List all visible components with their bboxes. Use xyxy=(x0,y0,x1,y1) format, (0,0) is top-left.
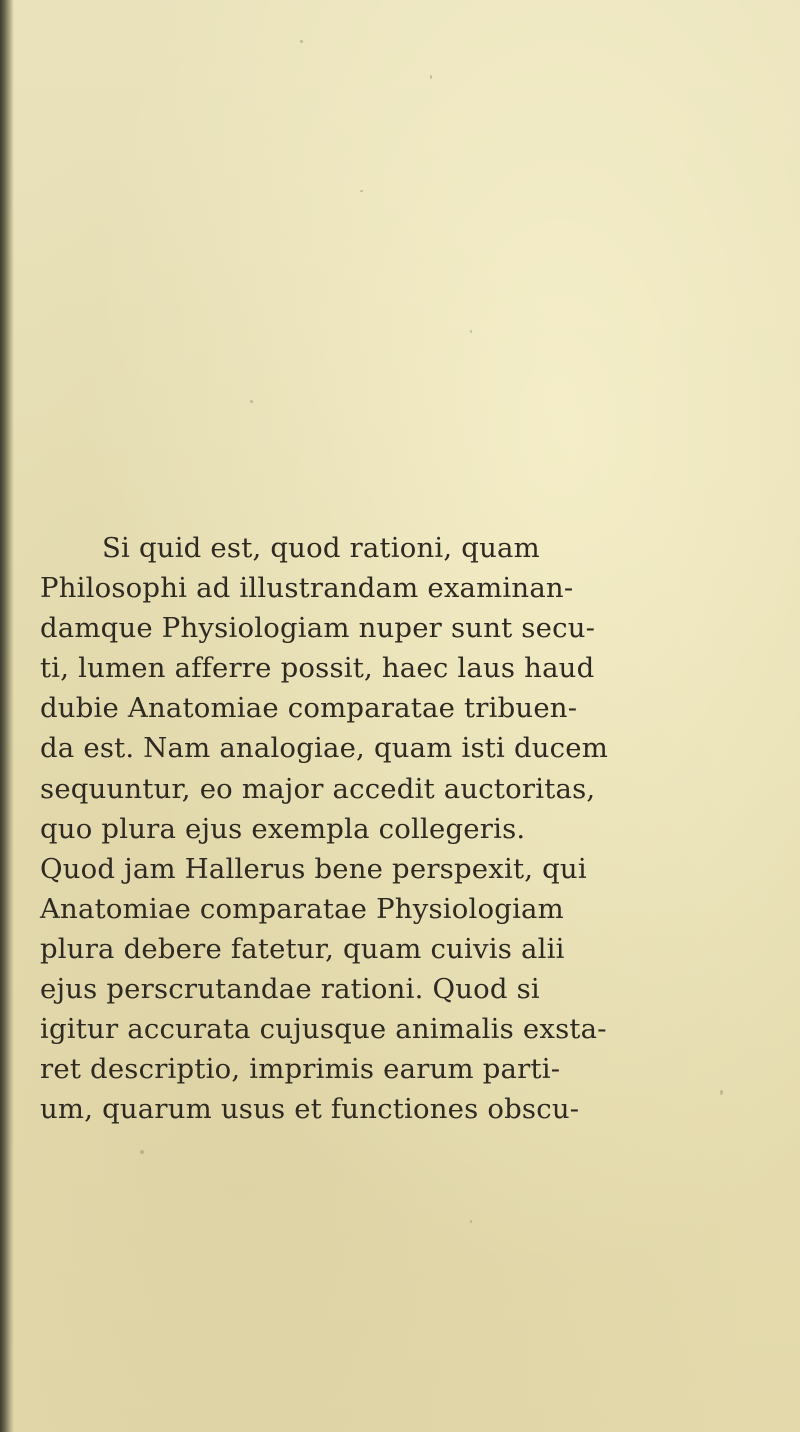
text-line: um, quarum usus et functiones obscu- xyxy=(40,1093,580,1126)
text-line: ti, lumen afferre possit, haec laus haud xyxy=(40,652,595,685)
text-line: igitur accurata cujusque animalis exsta- xyxy=(40,1013,607,1046)
paper-speck xyxy=(140,1150,144,1154)
text-line: Anatomiae comparatae Physiologiam xyxy=(40,892,564,925)
text-line: damque Physiologiam nuper sunt secu- xyxy=(40,612,596,645)
binding-edge xyxy=(0,0,14,1432)
text-line: Si quid est, quod rationi, quam xyxy=(102,532,540,564)
text-line: Philosophi ad illustrandam examinan- xyxy=(40,572,574,605)
text-line: plura debere fatetur, quam cuivis alii xyxy=(40,932,565,965)
paper-speck xyxy=(360,190,363,192)
text-line: da est. Nam analogiae, quam isti ducem xyxy=(40,732,609,765)
text-line: quo plura ejus exempla collegeris. xyxy=(40,812,526,845)
text-line: ejus perscrutandae rationi. Quod si xyxy=(40,973,540,1006)
text-line: ret descriptio, imprimis earum parti- xyxy=(40,1053,561,1086)
text-line: sequuntur, eo major accedit auctoritas, xyxy=(40,772,596,805)
text-line: dubie Anatomiae comparatae tribuen- xyxy=(40,692,578,725)
paper-speck xyxy=(470,330,472,333)
paper-speck xyxy=(250,400,253,403)
text-line: Quod jam Hallerus bene perspexit, qui xyxy=(40,852,587,885)
body-paragraph xyxy=(40,528,760,1129)
paper-speck xyxy=(430,75,432,79)
paper-speck xyxy=(300,40,303,43)
paper-speck xyxy=(470,1220,472,1223)
